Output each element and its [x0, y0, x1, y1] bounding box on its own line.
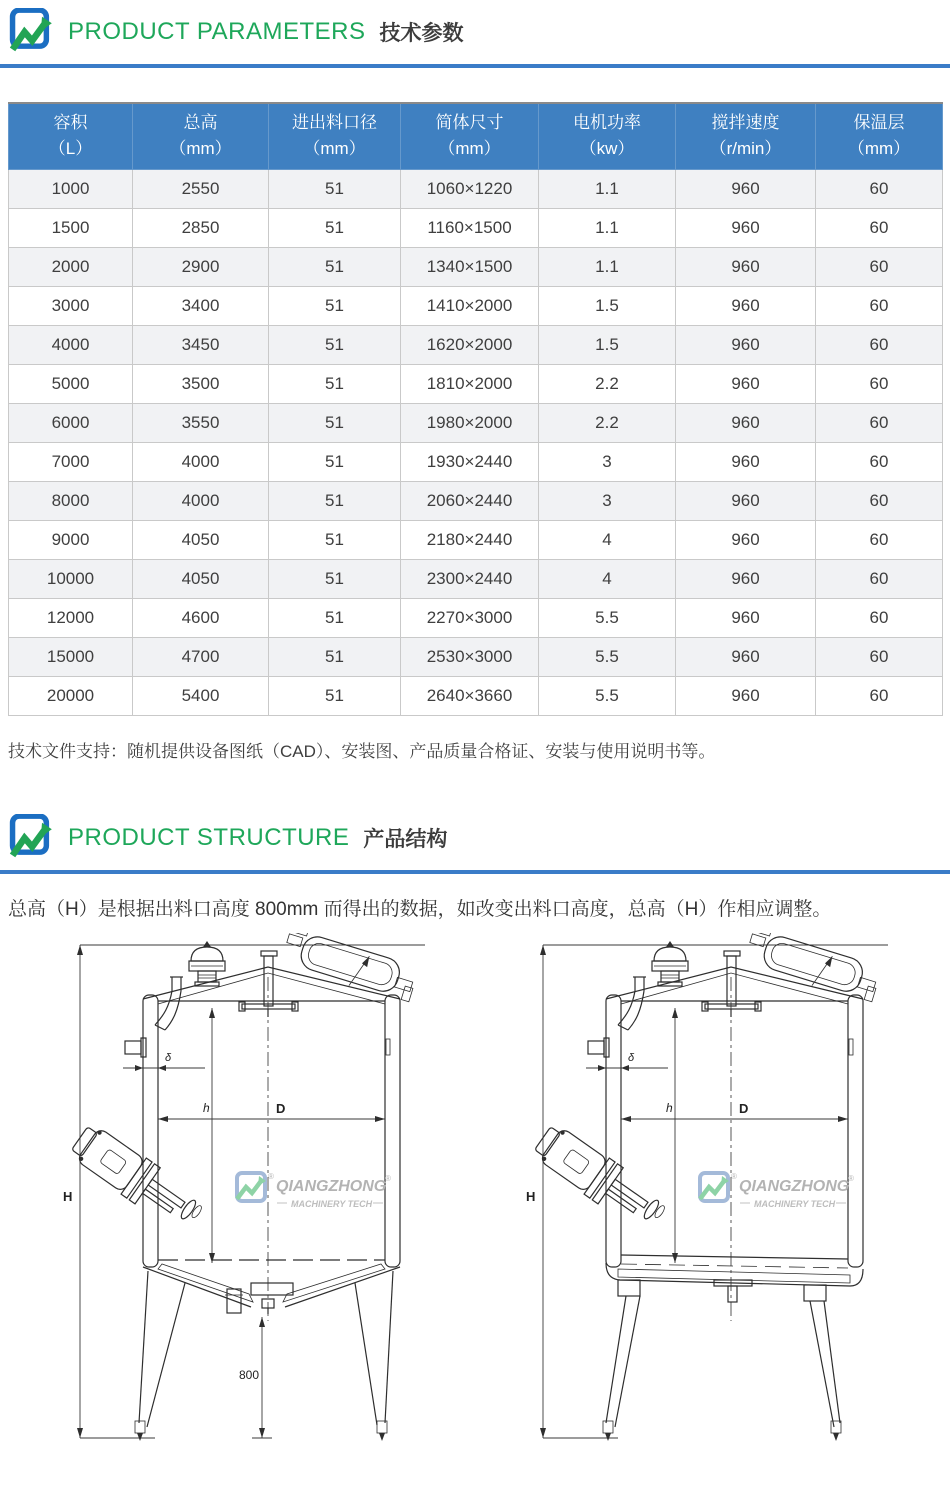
table-cell: 960 [676, 637, 816, 676]
table-cell: 960 [676, 247, 816, 286]
table-cell: 4050 [133, 520, 269, 559]
column-header: 容积 （L） [9, 103, 133, 169]
table-cell: 4700 [133, 637, 269, 676]
table-cell: 3400 [133, 286, 269, 325]
table-cell: 1620×2000 [401, 325, 539, 364]
table-cell: 51 [269, 364, 401, 403]
brand-logo-icon [8, 8, 52, 56]
table-row [9, 676, 943, 715]
table-cell: 1160×1500 [401, 208, 539, 247]
table-cell: 60 [816, 247, 943, 286]
table-cell: 960 [676, 364, 816, 403]
table-cell: 2300×2440 [401, 559, 539, 598]
table-cell: 51 [269, 559, 401, 598]
structure-note: 总高（H）是根据出料口高度 800mm 而得出的数据，如改变出料口高度，总高（H）作相应调整。 [8, 898, 832, 920]
table-cell: 51 [269, 442, 401, 481]
flat-bottom [603, 1255, 863, 1441]
table-cell: 1500 [9, 208, 133, 247]
blue-divider [0, 64, 950, 68]
table-cell: 1000 [9, 169, 133, 208]
column-header: 总高 （mm） [133, 103, 269, 169]
table-cell: 2270×3000 [401, 598, 539, 637]
section-title-zh: 技术参数 [379, 22, 464, 45]
table-cell: 10000 [9, 559, 133, 598]
table-cell: 3450 [133, 325, 269, 364]
table-row [9, 520, 943, 559]
table-cell: 51 [269, 208, 401, 247]
table-cell: 960 [676, 169, 816, 208]
cone-bottom [135, 1260, 400, 1441]
table-cell: 1340×1500 [401, 247, 539, 286]
table-cell: 960 [676, 598, 816, 637]
table-cell: 3 [539, 481, 676, 520]
table-cell: 51 [269, 598, 401, 637]
section-title-en: PRODUCT PARAMETERS [68, 18, 366, 45]
table-cell: 51 [269, 637, 401, 676]
table-body [9, 169, 943, 715]
column-header: 搅拌速度 （r/min） [676, 103, 816, 169]
section-title-zh: 产品结构 [363, 827, 448, 851]
table-cell: 4000 [133, 442, 269, 481]
table-cell: 4 [539, 559, 676, 598]
table-cell: 1980×2000 [401, 403, 539, 442]
table-cell: 5000 [9, 364, 133, 403]
table-cell: 51 [269, 520, 401, 559]
table-cell: 51 [269, 286, 401, 325]
table-cell: 960 [676, 208, 816, 247]
table-cell: 60 [816, 481, 943, 520]
table-cell: 8000 [9, 481, 133, 520]
table-cell: 2.2 [539, 364, 676, 403]
table-header-row [9, 103, 943, 169]
table-cell: 60 [816, 403, 943, 442]
table-cell: 2060×2440 [401, 481, 539, 520]
table-cell: 1810×2000 [401, 364, 539, 403]
table-cell: 60 [816, 442, 943, 481]
table-cell: 51 [269, 481, 401, 520]
table-cell: 4000 [133, 481, 269, 520]
table-cell: 51 [269, 676, 401, 715]
dim-label-800: 800 [239, 1367, 260, 1382]
table-cell: 60 [816, 520, 943, 559]
table-row [9, 403, 943, 442]
table-cell: 5.5 [539, 637, 676, 676]
table-cell: 51 [269, 403, 401, 442]
table-cell: 960 [676, 325, 816, 364]
table-cell: 960 [676, 559, 816, 598]
table-cell: 1060×1220 [401, 169, 539, 208]
table-cell: 60 [816, 325, 943, 364]
table-cell: 51 [269, 325, 401, 364]
structure-header [0, 806, 950, 862]
parameters-header [0, 0, 950, 56]
table-row [9, 286, 943, 325]
table-cell: 1410×2000 [401, 286, 539, 325]
table-cell: 4 [539, 520, 676, 559]
table-cell: 51 [269, 169, 401, 208]
table-cell: 60 [816, 364, 943, 403]
table-cell: 2900 [133, 247, 269, 286]
table-row [9, 637, 943, 676]
table-row [9, 208, 943, 247]
table-cell: 2.2 [539, 403, 676, 442]
table-cell: 5.5 [539, 676, 676, 715]
table-cell: 2180×2440 [401, 520, 539, 559]
table-cell: 4050 [133, 559, 269, 598]
table-cell: 6000 [9, 403, 133, 442]
tank-drawing-flat-bottom [518, 933, 938, 1493]
table-row [9, 364, 943, 403]
table-cell: 3000 [9, 286, 133, 325]
table-cell: 1.5 [539, 325, 676, 364]
table-cell: 1.5 [539, 286, 676, 325]
table-cell: 15000 [9, 637, 133, 676]
table-cell: 9000 [9, 520, 133, 559]
table-cell: 960 [676, 442, 816, 481]
table-cell: 960 [676, 676, 816, 715]
column-header: 保温层 （mm） [816, 103, 943, 169]
table-cell: 5400 [133, 676, 269, 715]
table-cell: 12000 [9, 598, 133, 637]
table-cell: 960 [676, 481, 816, 520]
brand-logo-icon [8, 814, 52, 862]
table-cell: 51 [269, 247, 401, 286]
structure-section [0, 806, 950, 1498]
section-title-en: PRODUCT STRUCTURE [68, 823, 350, 851]
table-cell: 4600 [133, 598, 269, 637]
column-header: 电机功率 （kw） [539, 103, 676, 169]
table-cell: 7000 [9, 442, 133, 481]
table-cell: 60 [816, 559, 943, 598]
parameters-table [8, 102, 943, 716]
table-cell: 2530×3000 [401, 637, 539, 676]
table-cell: 960 [676, 403, 816, 442]
table-cell: 3500 [133, 364, 269, 403]
table-cell: 2640×3660 [401, 676, 539, 715]
column-header: 进出料口径 （mm） [269, 103, 401, 169]
table-row [9, 559, 943, 598]
table-row [9, 325, 943, 364]
table-cell: 60 [816, 286, 943, 325]
table-row [9, 442, 943, 481]
tank-drawing-cone-bottom [55, 933, 475, 1493]
table-cell: 3550 [133, 403, 269, 442]
table-cell: 60 [816, 676, 943, 715]
table-row [9, 481, 943, 520]
table-cell: 1.1 [539, 169, 676, 208]
table-row [9, 169, 943, 208]
table-cell: 20000 [9, 676, 133, 715]
column-header: 简体尺寸 （mm） [401, 103, 539, 169]
table-cell: 960 [676, 286, 816, 325]
table-row [9, 247, 943, 286]
blue-divider [0, 870, 950, 874]
table-cell: 2850 [133, 208, 269, 247]
table-cell: 960 [676, 520, 816, 559]
table-cell: 4000 [9, 325, 133, 364]
table-cell: 60 [816, 169, 943, 208]
table-cell: 60 [816, 208, 943, 247]
table-cell: 60 [816, 598, 943, 637]
table-cell: 60 [816, 637, 943, 676]
table-cell: 5.5 [539, 598, 676, 637]
table-cell: 2000 [9, 247, 133, 286]
tank-drawings [0, 933, 950, 1498]
table-cell: 1.1 [539, 247, 676, 286]
table-cell: 2550 [133, 169, 269, 208]
table-cell: 1930×2440 [401, 442, 539, 481]
table-cell: 1.1 [539, 208, 676, 247]
support-note: 技术文件支持：随机提供设备图纸（CAD）、安装图、产品质量合格证、安装与使用说明书等。 [8, 741, 716, 761]
table-row [9, 598, 943, 637]
table-cell: 3 [539, 442, 676, 481]
